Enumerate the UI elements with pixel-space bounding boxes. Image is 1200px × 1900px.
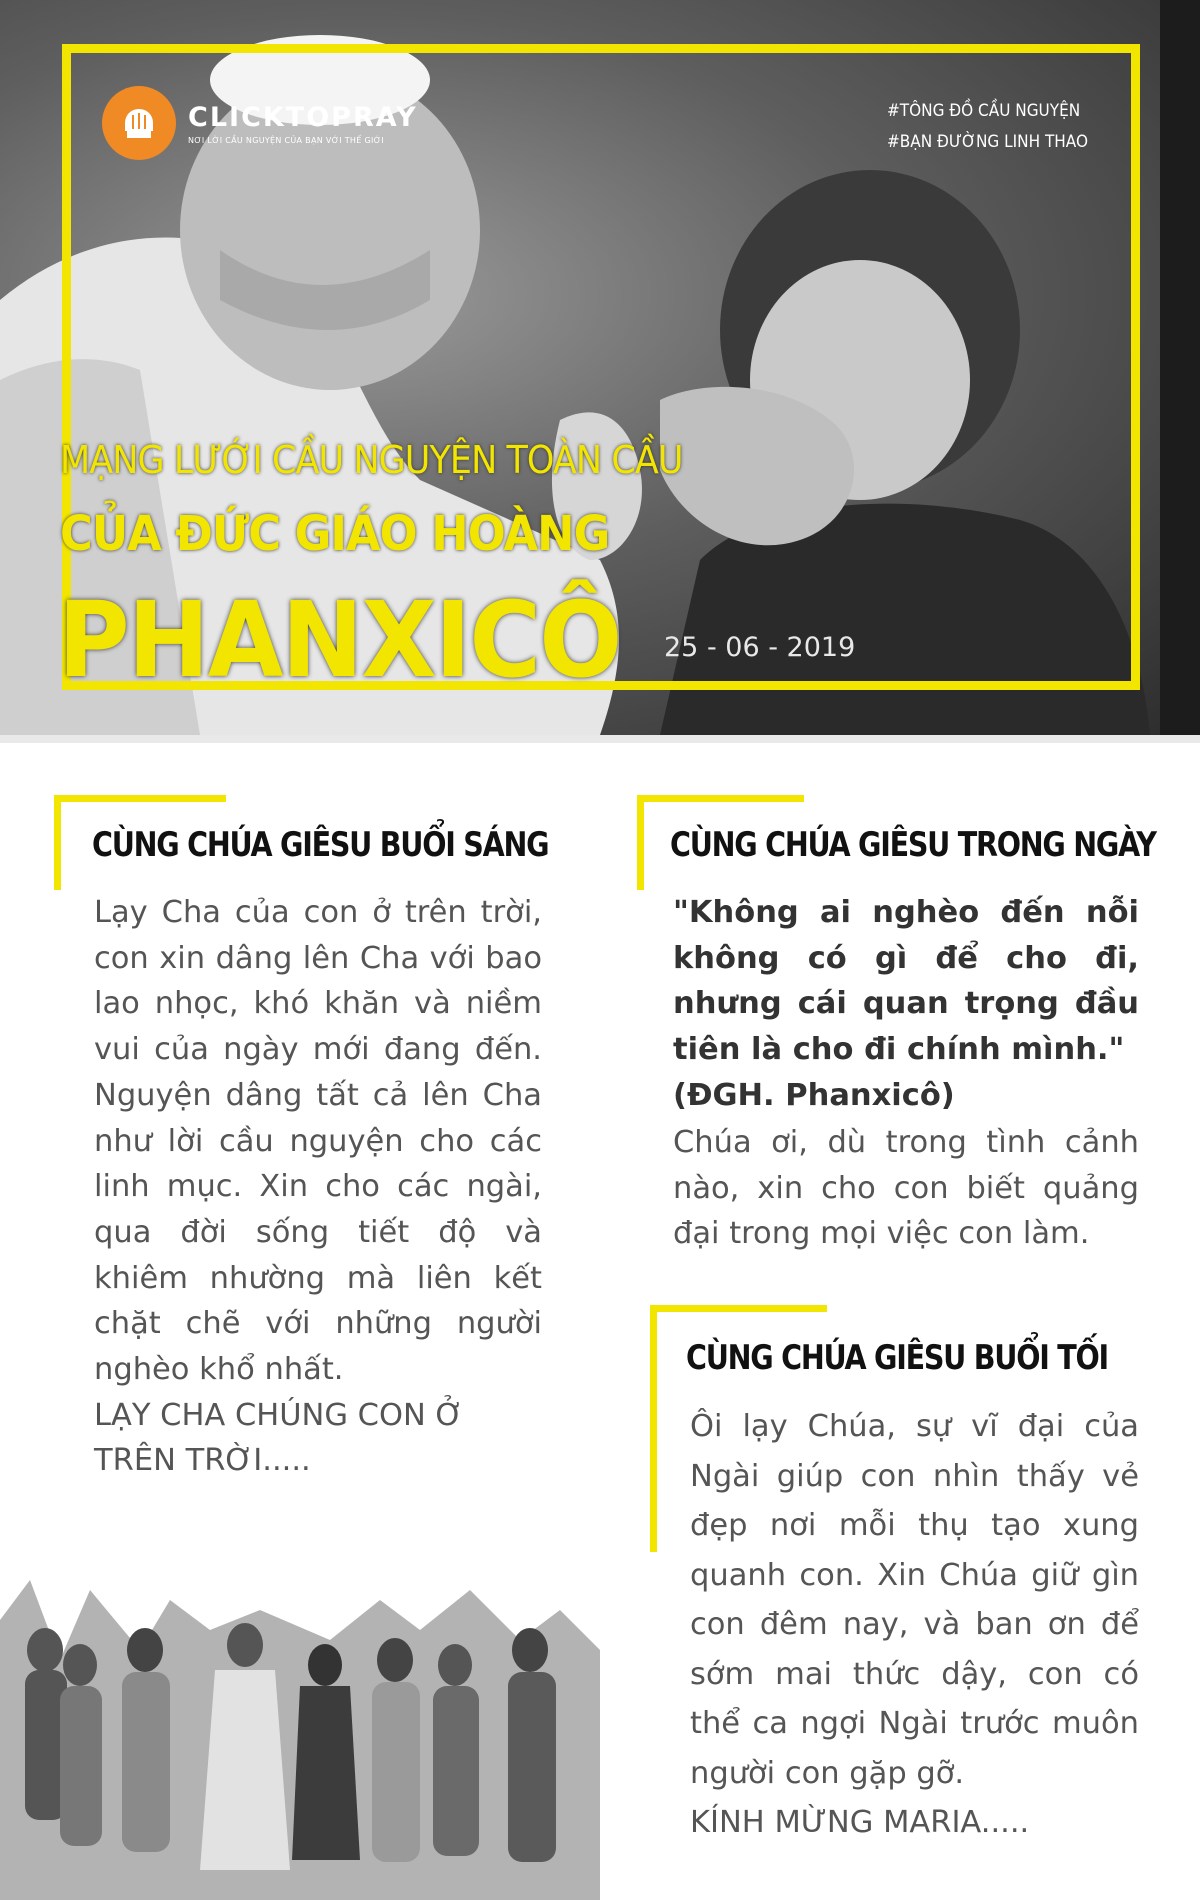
hashtags <box>887 96 1088 158</box>
morning-prayer: Lạy Cha của con ở trên trời, con xin dâng lên Cha với bao lao nhọc, khó khăn và niềm vui của ngày mới đang đến. Nguyện dâng tất cả lên Cha như lời cầu nguyện cho các linh mục. Xin cho các ngài, qua đời sống tiết độ và khiêm nhường mà liên kết chặt chẽ với những người nghèo khổ nhất. <box>94 895 542 1388</box>
logo-tagline: NƠI LỜI CẦU NGUYỆN CỦA BẠN VỚI THẾ GIỚI <box>188 135 384 145</box>
evening-closing: KÍNH MỪNG MARIA..... <box>690 1805 1030 1840</box>
evening-prayer: Ôi lạy Chúa, sự vĩ đại của Ngài giúp con nhìn thấy vẻ đẹp nơi mỗi thụ tạo xung quanh con. Xin Chúa giữ gìn con đêm nay, và ban ơn để sớm mai thức dậy, con có thể ca ngợi Ngài trước muôn người con gặp gỡ. <box>690 1409 1139 1791</box>
evening-heading: CÙNG CHÚA GIÊSU BUỔI TỐI <box>686 1338 1108 1378</box>
morning-body <box>94 890 542 1484</box>
day-quote-block <box>673 890 1139 1119</box>
evening-body <box>690 1402 1139 1848</box>
date: 25 - 06 - 2019 <box>664 632 856 663</box>
day-quote-source: (ĐGH. Phanxicô) <box>673 1077 955 1113</box>
hero-banner <box>0 0 1200 735</box>
hashtag-1: #TÔNG ĐỒ CẦU NGUYỆN <box>886 101 1081 121</box>
title-line-3: PHANXICÔ <box>58 579 621 701</box>
title-line-1: MẠNG LƯỚI CẦU NGUYỆN TOÀN CẦU <box>60 438 683 482</box>
day-body <box>673 1120 1139 1257</box>
hero-divider <box>0 735 1200 743</box>
praying-hands-icon <box>102 86 176 160</box>
day-quote: "Không ai nghèo đến nỗi không có gì để cho đi, nhưng cái quan trọng đầu tiên là cho đi chính mình." <box>673 895 1139 1068</box>
title-line-2: CỦA ĐỨC GIÁO HOÀNG <box>60 506 610 562</box>
morning-heading: CÙNG CHÚA GIÊSU BUỔI SÁNG <box>92 825 549 865</box>
crowd-illustration <box>0 1540 600 1900</box>
clicktopray-logo <box>102 86 418 160</box>
day-heading: CÙNG CHÚA GIÊSU TRONG NGÀY <box>670 825 1156 865</box>
logo-name: CLICKTOPRAY <box>188 101 418 133</box>
hashtag-2: #BẠN ĐƯỜNG LINH THAO <box>886 132 1088 152</box>
morning-closing: LẠY CHA CHÚNG CON Ở TRÊN TRỜI..... <box>94 1397 464 1479</box>
day-prayer: Chúa ơi, dù trong tình cảnh nào, xin cho con biết quảng đại trong mọi việc con làm. <box>673 1125 1139 1252</box>
